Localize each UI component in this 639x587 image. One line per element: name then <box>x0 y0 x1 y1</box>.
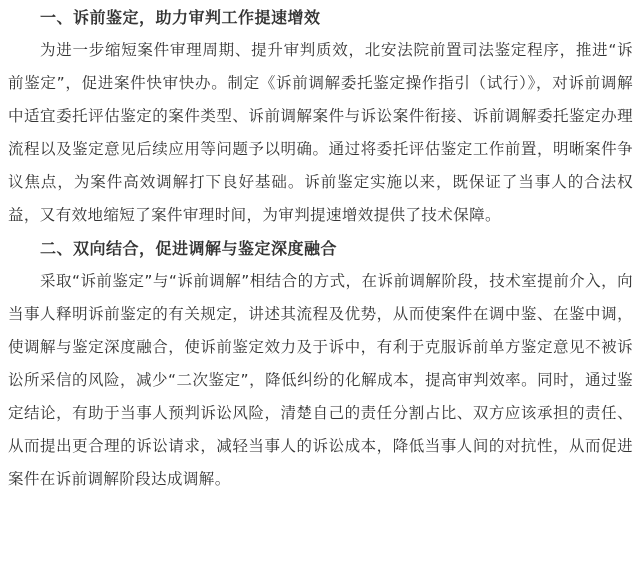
article-body <box>0 1 639 587</box>
section-paragraph-1: 为进一步缩短案件审理周期、提升审判质效，北安法院前置司法鉴定程序，推进“诉前鉴定”，促进案件快审快办。制定《诉前调解委托鉴定操作指引（试行）》，对诉前调解中适宜委托评估鉴定的案件类型、诉前调解案件与诉讼案件衔接、诉前调解委托鉴定办理流程以及鉴定意见后续应用等问题予以明确。通过将委托评估鉴定工作前置，明晰案件争议焦点，为案件高效调解打下良好基础。诉前鉴定实施以来，既保证了当事人的合法权益，又有效地缩短了案件审理时间，为审判提速增效提供了技术保障。 <box>8 41 633 224</box>
section-heading-1: 一、诉前鉴定，助力审判工作提速增效 <box>40 8 321 27</box>
section-heading-2: 二、双向结合，促进调解与鉴定深度融合 <box>40 239 338 258</box>
section-paragraph-2: 采取“诉前鉴定”与“诉前调解”相结合的方式，在诉前调解阶段，技术室提前介入，向当事人释明诉前鉴定的有关规定，讲述其流程及优势，从而使案件在调中鉴、在鉴中调，使调解与鉴定深度融合，使诉前鉴定效力及于诉中，有利于克服诉前单方鉴定意见不被诉讼所采信的风险，减少“二次鉴定”，降低纠纷的化解成本，提高审判效率。同时，通过鉴定结论，有助于当事人预判诉讼风险，清楚自己的责任分割占比、双方应该承担的责任、从而提出更合理的诉讼请求，减轻当事人的诉讼成本，降低当事人间的对抗性，从而促进案件在诉前调解阶段达成调解。 <box>8 272 633 488</box>
